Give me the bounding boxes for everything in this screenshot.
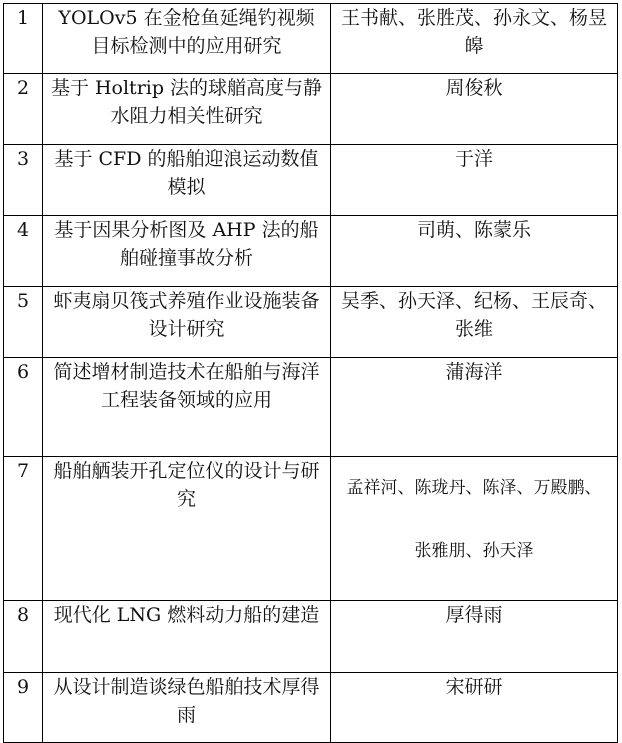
paper-authors	[331, 287, 618, 358]
row-number: 6	[4, 358, 43, 457]
paper-authors-text: 吴季、孙天泽、纪杨、王辰奇、张维	[340, 290, 607, 340]
paper-title	[43, 216, 331, 287]
table-row	[4, 457, 618, 601]
paper-authors-text: 周俊秋	[445, 77, 503, 99]
paper-authors-text: 厚得雨	[445, 604, 503, 626]
paper-title	[43, 145, 331, 216]
table-row	[4, 358, 618, 457]
papers-table	[3, 3, 618, 743]
row-number: 3	[4, 145, 43, 216]
paper-authors	[331, 601, 618, 673]
paper-authors	[331, 673, 618, 743]
paper-title-text: 船舶舾装开孔定位仪的设计与研究	[53, 460, 320, 510]
paper-authors-text: 司萌、陈蒙乐	[416, 219, 531, 241]
paper-authors	[331, 358, 618, 457]
paper-authors	[331, 4, 618, 74]
row-number: 7	[4, 457, 43, 601]
paper-title	[43, 601, 331, 673]
paper-title	[43, 457, 331, 601]
paper-authors-line-2: 张雅朋、孙天泽	[414, 541, 534, 561]
paper-title-text: YOLOv5 在金枪鱼延绳钓视频目标检测中的应用研究	[58, 7, 315, 57]
paper-authors	[331, 457, 618, 601]
table-row	[4, 74, 618, 145]
paper-title-text: 虾夷扇贝筏式养殖作业设施装备设计研究	[53, 290, 320, 340]
paper-authors-text: 于洋	[454, 148, 493, 170]
paper-title-text: 简述增材制造技术在船舶与海洋工程装备领域的应用	[53, 361, 320, 411]
paper-authors	[331, 145, 618, 216]
paper-title-text: 现代化 LNG 燃料动力船的建造	[53, 604, 320, 626]
paper-authors	[331, 216, 618, 287]
table-row	[4, 4, 618, 74]
table-row	[4, 216, 618, 287]
row-number: 8	[4, 601, 43, 673]
row-number: 2	[4, 74, 43, 145]
paper-title	[43, 4, 331, 74]
paper-title-text: 基于 Holtrip 法的球艏高度与静水阻力相关性研究	[50, 77, 323, 127]
paper-title	[43, 673, 331, 743]
paper-title	[43, 287, 331, 358]
row-number: 4	[4, 216, 43, 287]
paper-title	[43, 74, 331, 145]
paper-title-text: 基于因果分析图及 AHP 法的船舶碰撞事故分析	[54, 219, 319, 269]
paper-authors-text: 宋研研	[445, 676, 503, 698]
row-number: 5	[4, 287, 43, 358]
row-number: 9	[4, 673, 43, 743]
paper-authors-text: 蒲海洋	[445, 361, 503, 383]
paper-title	[43, 358, 331, 457]
row-number: 1	[4, 4, 43, 74]
paper-authors-line-1: 孟祥河、陈珑丹、陈泽、万殿鹏、	[346, 478, 602, 498]
table-row	[4, 287, 618, 358]
paper-title-text: 基于 CFD 的船舶迎浪运动数值模拟	[54, 148, 319, 198]
table-row	[4, 601, 618, 673]
paper-authors	[331, 74, 618, 145]
table-row	[4, 145, 618, 216]
table-row	[4, 673, 618, 743]
paper-title-text: 从设计制造谈绿色船舶技术厚得雨	[53, 676, 320, 726]
paper-authors-text: 王书献、张胜茂、孙永文、杨昱皞	[340, 7, 607, 57]
